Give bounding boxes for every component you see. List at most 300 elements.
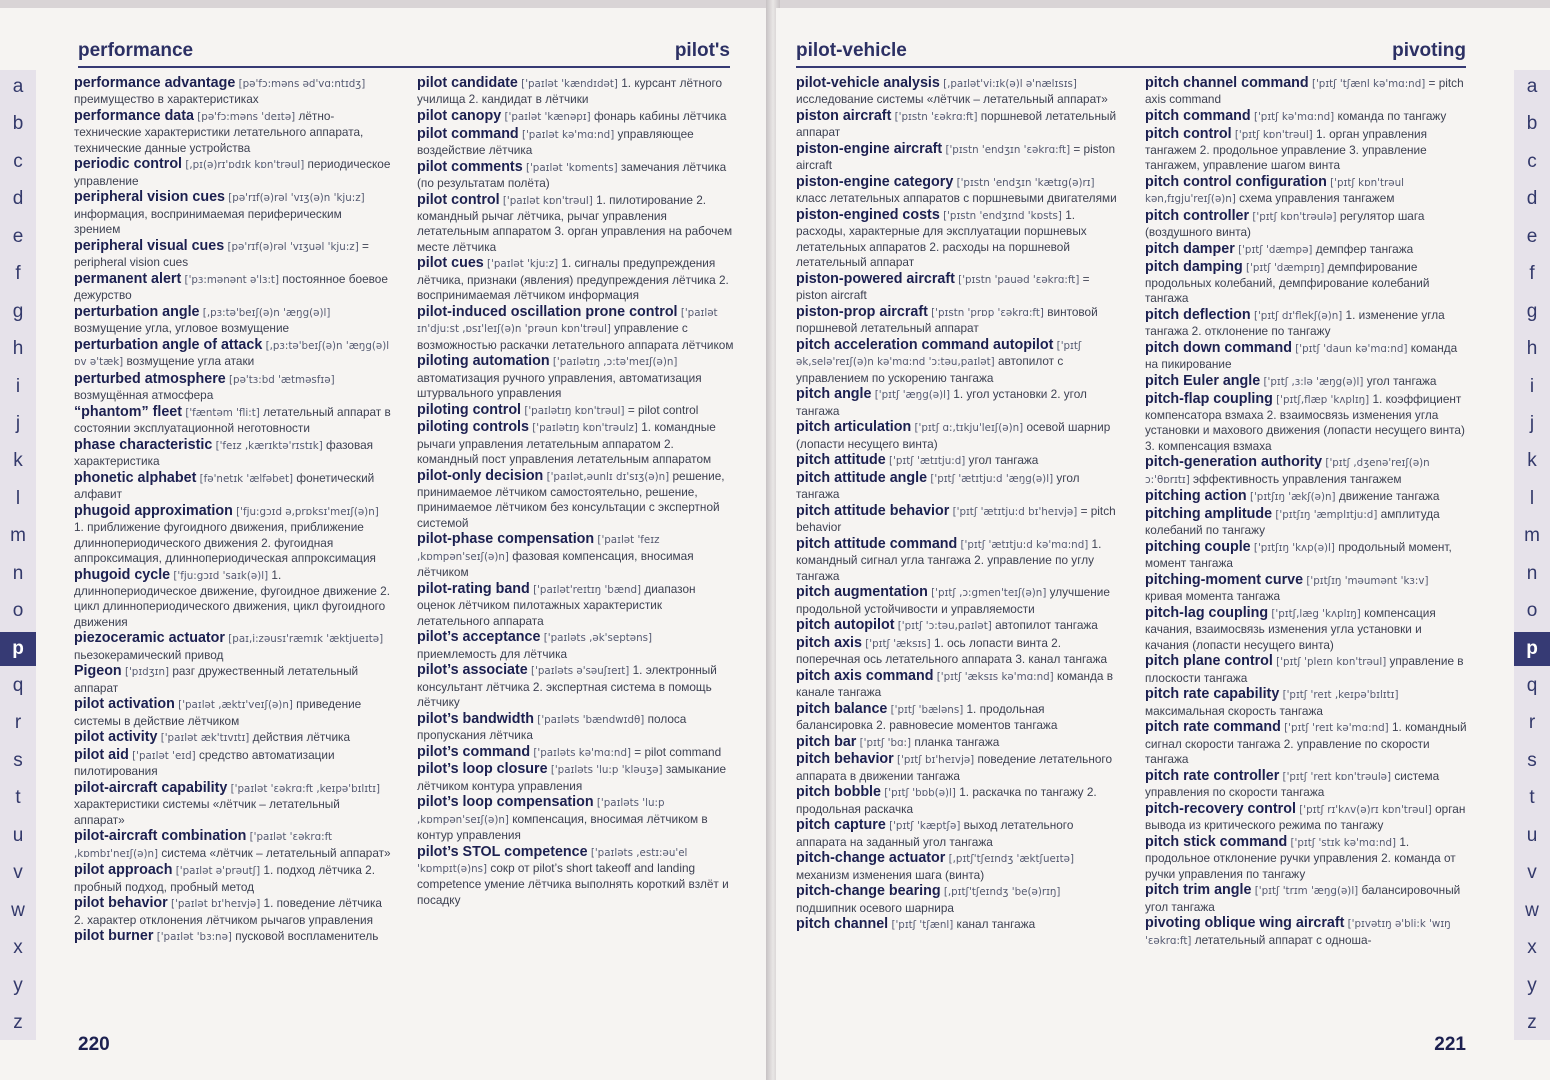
entry-headword: pitch attitude (796, 452, 886, 469)
entry-transcription: ['pɪstn 'endʒɪnd 'kɒsts] (943, 210, 1062, 222)
entry-transcription: ['paɪlət 'kju:z] (487, 258, 559, 271)
entry-definition: балансировочный угол тангажа (1145, 883, 1461, 914)
dictionary-entry (1145, 540, 1468, 572)
dictionary-entry (1145, 489, 1468, 505)
entry-headword: piston-engine aircraft (796, 141, 943, 157)
entry-definition: замыкание лётчиком контура управления (417, 762, 727, 793)
entry-transcription: ['pɪtʃ 'æksɪs] (865, 637, 931, 650)
entry-definition: 1. подход лётчика 2. пробный подход, пробный метод (74, 863, 376, 894)
entry-definition: угол тангажа (968, 453, 1039, 468)
dictionary-entry (1145, 260, 1468, 307)
dictionary-entry (417, 420, 734, 467)
entry-transcription: [,pɜ:tə'beɪʃ(ə)n 'æŋg(ə)l ɒv ə'tæk] (74, 339, 390, 369)
entry-headword: peripheral visual cues (74, 237, 225, 254)
dictionary-entry (796, 585, 1119, 617)
entry-definition: команда на пикирование (1145, 341, 1458, 372)
index-letter-p: p (1514, 632, 1550, 666)
dictionary-entry (74, 438, 391, 470)
entry-headword: pilot activity (74, 729, 158, 746)
dictionary-entry (1145, 507, 1468, 539)
dictionary-entry (417, 845, 734, 909)
entry-transcription: ['pɪtʃ kɒn'trəulə] (1252, 211, 1337, 223)
dictionary-entry (1145, 916, 1468, 949)
entry-definition: 1. электронный консультант лётчика 2. экспертная система в помощь лётчику (417, 663, 717, 710)
entry-transcription: ['pɪtʃ 'reɪt ,keɪpə'bɪlɪtɪ] (1282, 689, 1399, 702)
entry-headword: pitch down command (1145, 340, 1292, 356)
entry-headword: piezoceramic actuator (74, 630, 225, 647)
entry-transcription: ['paɪlət 'feɪz ,kɒmpən'seɪʃ(ə)n] (417, 534, 660, 563)
entry-headword: pilot aid (74, 747, 129, 764)
right-running-header (796, 30, 1466, 68)
entry-definition: решение, принимаемое лётчиком самостоятельно, решение, принимаемое лётчиком без консультации с экспертной системой (417, 468, 725, 530)
entry-headword: pilot’s STOL competence (417, 843, 588, 860)
dictionary-entry (74, 338, 391, 371)
entry-definition: подшипник осевого шарнира (796, 900, 954, 915)
entry-definition: 1. поведение лётчика 2. характер отклонения лётчиком рычагов управления (74, 896, 382, 927)
dictionary-entry (417, 403, 734, 419)
entry-transcription: ['pɜ:mənənt ə'lɜ:t] (184, 273, 279, 286)
entry-headword: pitching action (1145, 488, 1247, 505)
index-letter-r: r (1528, 712, 1536, 734)
entry-headword: phase characteristic (74, 436, 213, 453)
dictionary-entry (796, 537, 1119, 584)
right-header-first-word: pilot-vehicle (796, 40, 907, 61)
entry-headword: pitch deflection (1145, 307, 1251, 323)
dictionary-entry (74, 896, 391, 928)
entry-transcription: ['paɪləts 'lu:p 'kləuʒə] (550, 764, 663, 777)
index-letter-b: b (12, 113, 24, 135)
entry-definition: выход летательного аппарата на заданный угол тангажа (796, 818, 1074, 849)
entry-definition: полоса пропускания лётчика (417, 711, 687, 743)
dictionary-entry (417, 745, 734, 761)
entry-headword: pitch plane control (1145, 653, 1273, 670)
entry-definition: канал тангажа (956, 917, 1036, 932)
dictionary-entry (74, 239, 391, 271)
entry-headword: perturbation angle (74, 303, 200, 320)
entry-transcription: ['pɪtʃ kɒn'trəul] (1234, 128, 1313, 141)
entry-transcription: [fə'netɪk 'ælfəbet] (199, 472, 294, 485)
alphabet-index-right (1514, 70, 1550, 1040)
index-letter-d: d (1526, 188, 1538, 210)
entry-definition: 1. расходы, характерные для эксплуатации поршневых летательных аппаратов 2. расходы на поршневой летательный аппарат (796, 208, 1087, 270)
index-letter-h: h (1526, 338, 1538, 360)
entry-headword: pilot’s bandwidth (417, 710, 535, 727)
dictionary-entry (1145, 341, 1468, 373)
entry-definition: 1. курсант лётного училища 2. кандидат в лётчики (417, 76, 723, 107)
entry-definition: = pitch behavior (796, 503, 1116, 535)
dictionary-entry (417, 663, 734, 710)
dictionary-entry (1145, 769, 1468, 801)
entry-headword: pitch damper (1145, 241, 1235, 257)
dictionary-entry (796, 142, 1119, 174)
dictionary-entry (1145, 720, 1468, 767)
entry-headword: pitch balance (796, 700, 888, 717)
index-letter-a: a (12, 76, 24, 97)
dictionary-entry (417, 256, 734, 303)
dictionary-entry (74, 697, 391, 729)
index-letter-j: j (1529, 412, 1535, 434)
entry-headword: pitch-change bearing (796, 883, 941, 900)
entry-headword: pitch channel (796, 916, 889, 933)
entry-headword: pitch axis (796, 634, 862, 651)
dictionary-entry (74, 863, 391, 895)
dictionary-entry (417, 762, 734, 794)
entry-transcription: ['paɪlət 'kænəpɪ] (504, 111, 591, 123)
entry-headword: pilot control (417, 191, 500, 208)
entry-definition: система «лётчик – летательный аппарат» (161, 845, 391, 860)
entry-definition: = peripheral vision cues (74, 238, 369, 270)
dictionary-entry (74, 730, 391, 746)
right-page (776, 8, 1550, 1080)
dictionary-entry (796, 453, 1119, 469)
entry-transcription: ['pɪtʃ 'reɪt kɒn'trəulə] (1282, 770, 1392, 783)
dictionary-entry (1145, 606, 1468, 653)
entry-headword: pilot-aircraft combination (74, 828, 247, 845)
entry-headword: pitch-change actuator (796, 850, 946, 867)
entry-definition: амплитуда колебаний по тангажу (1145, 507, 1440, 538)
dictionary-entry (417, 127, 734, 159)
entry-definition: механизм изменения шага (винта) (796, 867, 985, 882)
entry-headword: piston aircraft (796, 108, 892, 124)
entry-definition: замечания лётчика (по результатам полёта) (417, 159, 727, 190)
entry-headword: pilot cues (417, 255, 484, 272)
entry-headword: performance data (74, 108, 194, 124)
entry-definition: фазовая характеристика (74, 437, 374, 469)
entry-transcription: ['paɪlət'reɪtɪŋ 'bænd] (533, 583, 642, 596)
dictionary-entry (417, 354, 734, 401)
entry-headword: performance advantage (74, 76, 236, 91)
dictionary-entry (796, 504, 1119, 536)
entry-transcription: ['pɪtʃ 'ætɪtju:d] (889, 455, 966, 468)
dictionary-entry (1145, 209, 1468, 241)
page-number-right: 221 (1434, 1034, 1466, 1055)
dictionary-entry (796, 175, 1119, 207)
entry-headword: pitch rate controller (1145, 767, 1280, 784)
dictionary-entry (74, 748, 391, 780)
entry-definition: информация, воспринимаемая периферическим зрением (74, 206, 342, 237)
entry-definition: фонарь кабины лётчика (593, 109, 727, 123)
entry-transcription: ['pɪtʃ 'daun kə'mɑ:nd] (1295, 343, 1408, 355)
entry-transcription: ['pɪstn 'endʒɪn 'kætɪg(ə)rɪ] (956, 177, 1095, 189)
dictionary-entry (796, 702, 1119, 734)
entry-definition: пусковой воспламенитель (235, 929, 379, 944)
dictionary-entry (796, 917, 1119, 933)
entry-definition: 1. ось лопасти винта 2. поперечная ось летательного аппарата 3. канал тангажа (796, 635, 1108, 667)
index-letter-g: g (1526, 300, 1538, 322)
entry-transcription: ['pɪtʃ 'tʃænl kə'mɑ:nd] (1311, 78, 1426, 90)
index-letter-k: k (1527, 450, 1537, 472)
entry-definition: 1. пилотирование 2. командный рычаг лётчика, рычаг управления летательным аппаратом 3. орган управления на рабочем месте лётчика (417, 192, 733, 254)
entry-headword: pitch control configuration (1145, 174, 1327, 190)
entry-definition: команда по тангажу (1337, 109, 1447, 123)
entry-definition: орган вывода из критического режима по тангажу (1145, 801, 1466, 833)
index-letter-p: p (0, 632, 36, 666)
entry-headword: pilot’s acceptance (417, 629, 541, 646)
entry-headword: pitch capture (796, 817, 886, 834)
entry-transcription: ['paɪlət 'ɛəkrɑ:ft ,kɒmbɪ'neɪʃ(ə)n] (74, 831, 333, 860)
dictionary-entry (74, 305, 391, 337)
index-letter-w: w (1525, 899, 1539, 921)
dictionary-entry (1145, 308, 1468, 340)
entry-definition: 1. изменение угла тангажа 2. отклонение по тангажу (1145, 308, 1445, 339)
entry-transcription: ['pɪtʃ 'trɪm 'æŋg(ə)l] (1254, 885, 1359, 898)
entry-headword: piloting controls (417, 419, 529, 436)
entry-headword: pitch angle (796, 386, 872, 403)
entry-headword: pilot activation (74, 696, 175, 713)
index-letter-f: f (15, 263, 21, 285)
dictionary-entry (417, 795, 734, 843)
entry-transcription: [paɪ,i:zəusɪ'ræmɪk 'æktjueɪtə] (228, 633, 384, 646)
entry-transcription: ['pɪdʒɪn] (124, 666, 170, 679)
index-letter-q: q (1526, 675, 1538, 696)
entry-definition: 1. раскачка по тангажу 2. продольная раскачка (796, 785, 1097, 816)
entry-definition: осевой шарнир (лопасти несущего винта) (796, 420, 1111, 451)
index-letter-g: g (12, 300, 24, 322)
entry-transcription: ['paɪlət 'ɛəkrɑ:ft ,keɪpə'bɪlɪtɪ] (230, 783, 381, 796)
entry-transcription: ['paɪlətɪŋ kɒn'trəul] (524, 404, 625, 417)
entry-transcription: ['paɪlətɪŋ ,ɔ:tə'meɪʃ(ə)n] (552, 356, 678, 369)
entry-transcription: ['pɪtʃ 'ætɪtju:d 'æŋg(ə)l] (930, 472, 1054, 485)
alphabet-index-left (0, 70, 36, 1040)
entry-definition: сокр от pilot’s short takeoff and landing competence умение лётчика выполнять короткий взлёт и посадку (417, 861, 729, 907)
entry-headword: pilot-rating band (417, 580, 530, 597)
entry-headword: pilot-aircraft capability (74, 780, 228, 797)
entry-definition: команда в канале тангажа (796, 668, 1114, 700)
entry-transcription: ['pɪtʃ rɪ'kʌv(ə)rɪ kɒn'trəul] (1299, 803, 1432, 816)
dictionary-entry (1145, 654, 1468, 686)
entry-definition: 1. продольная балансировка 2. равновесие моментов тангажа (796, 701, 1058, 733)
dictionary-entry (1145, 242, 1468, 258)
index-letter-f: f (1529, 263, 1535, 285)
index-letter-i: i (1529, 375, 1535, 397)
entry-headword: pitch trim angle (1145, 882, 1252, 899)
entry-transcription: ['paɪləts 'lu:p ,kɒmpən'seɪʃ(ə)n] (417, 797, 665, 826)
entry-headword: pitch rate command (1145, 719, 1281, 736)
entry-headword: Pigeon (74, 663, 122, 680)
dictionary-entry (796, 884, 1119, 916)
entry-transcription: ['paɪlət ɪn'dju:st ,ɒsɪ'leɪʃ(ə)n 'prəun kɒn'trəul] (417, 306, 718, 336)
entry-headword: pilot’s loop closure (417, 761, 548, 778)
index-letter-u: u (1526, 824, 1538, 846)
entry-transcription: ['pɪtʃ,læg 'kʌplɪŋ] (1271, 608, 1361, 620)
dictionary-entry (417, 109, 734, 125)
entry-headword: pitch-generation authority (1145, 454, 1323, 471)
entry-headword: piston-prop aircraft (796, 303, 928, 320)
entry-transcription: ['paɪləts kə'mɑ:nd] (533, 746, 631, 759)
dictionary-entry (796, 338, 1119, 386)
entry-definition: средство автоматизации пилотирования (74, 748, 335, 779)
entry-definition: приемлемость для лётчика (417, 646, 568, 661)
index-letter-i: i (15, 375, 21, 397)
dictionary-entry (796, 851, 1119, 883)
entry-headword: pilot-induced oscillation prone control (417, 303, 678, 320)
dictionary-entry (74, 631, 391, 663)
dictionary-entry (417, 76, 734, 108)
entry-headword: pitch-lag coupling (1145, 605, 1269, 621)
entry-transcription: ['pɪtʃɪŋ 'kʌp(ə)l] (1253, 542, 1335, 554)
entry-definition: движение тангажа (1338, 489, 1440, 504)
right-header-last-word: pivoting (1392, 40, 1466, 61)
dictionary-entry (417, 193, 734, 256)
entry-transcription: ['pɪtʃ 'bɑ:] (859, 736, 912, 749)
entry-definition: = pitch axis command (1145, 76, 1464, 107)
entry-definition: разг дружественный летательный аппарат (74, 664, 359, 695)
index-letter-q: q (12, 675, 24, 696)
entry-definition: продольный момент, момент тангажа (1145, 540, 1452, 571)
entry-transcription: ['pɪtʃ 'æksɪs kə'mɑ:nd] (936, 670, 1054, 683)
entry-definition: = pilot command (634, 744, 722, 759)
index-letter-n: n (12, 562, 24, 584)
entry-definition: эффективность управления тангажем (1193, 471, 1402, 486)
dictionary-entry (74, 471, 391, 503)
entry-definition: управляющее воздействие лётчика (417, 126, 694, 157)
left-column-2 (417, 76, 734, 1022)
entry-transcription: [pə'rɪf(ə)rəl 'vɪʒuəl 'kju:z] (227, 240, 359, 253)
entry-definition: 1. коэффициент компенсатора взмаха 2. взаимосвязь изменения угла установки и махового движения (лопасти несущего винта) 3. компенсация взмаха (1145, 391, 1465, 453)
index-letter-m: m (1524, 525, 1540, 547)
entry-transcription: ['paɪlət kə'mɑ:nd] (521, 128, 615, 141)
entry-headword: permanent alert (74, 270, 182, 287)
dictionary-entry (417, 630, 734, 662)
entry-transcription: ['pɪtʃ 'reɪt kə'mɑ:nd] (1284, 722, 1389, 735)
dictionary-entry (1145, 76, 1468, 108)
entry-headword: pitch bar (796, 733, 857, 750)
left-header-first-word: performance (78, 40, 194, 61)
entry-headword: pitch augmentation (796, 584, 928, 601)
entry-transcription: ['paɪlət kɒn'trəul] (502, 194, 593, 207)
entry-headword: pilot’s loop compensation (417, 794, 594, 811)
index-letter-s: s (13, 749, 23, 771)
index-letter-n: n (1526, 562, 1538, 584)
entry-headword: pitch channel command (1145, 76, 1309, 91)
entry-definition: 1. продольное отклонение ручки управления 2. команда от ручки управления по тангажу (1145, 834, 1456, 881)
entry-headword: pilot command (417, 125, 519, 142)
entry-transcription: ['pɪtʃ 'dæmpə] (1238, 244, 1313, 256)
index-letter-x: x (1527, 937, 1537, 959)
entry-transcription: ['paɪləts 'bændwɪdθ] (537, 713, 645, 726)
dictionary-entry (796, 471, 1119, 503)
index-letter-y: y (1527, 974, 1537, 996)
entry-definition: схема управления тангажем (1239, 191, 1395, 206)
dictionary-entry (74, 109, 391, 156)
entry-transcription: ['paɪlət 'kɒments] (525, 161, 618, 174)
entry-definition: 1. орган управления тангажем 2. продольное управление 3. управление тангажем, управление шагом винта (1145, 126, 1427, 173)
entry-headword: piston-engine category (796, 174, 954, 190)
entry-transcription: ['pɪstn 'endʒɪn 'ɛəkrɑ:ft] (945, 144, 1071, 156)
entry-definition: демпфер тангажа (1315, 242, 1414, 256)
entry-definition: возмущение угла, угловое возмущение (74, 321, 290, 336)
entry-transcription: ['fæntəm 'fli:t] (185, 406, 260, 419)
index-letter-b: b (1526, 113, 1538, 135)
entry-definition: периодическое управление (74, 157, 391, 188)
index-letter-k: k (13, 450, 23, 472)
dictionary-entry (1145, 392, 1468, 455)
entry-headword: pilot burner (74, 928, 154, 945)
entry-headword: pitch attitude behavior (796, 502, 950, 519)
entry-definition: система управления по скорости тангажа (1145, 768, 1440, 800)
dictionary-entry (796, 387, 1119, 419)
entry-transcription: ['pɪstn 'pauəd 'ɛəkrɑ:ft] (958, 273, 1080, 286)
dictionary-entry (796, 818, 1119, 850)
entry-definition: летательный аппарат в состоянии эксплуатационной неготовности (74, 404, 391, 436)
left-running-header (78, 30, 730, 68)
entry-headword: pitching amplitude (1145, 506, 1273, 522)
entry-transcription: ['pɪvətɪŋ ə'bli:k 'wɪŋ 'ɛəkrɑ:ft] (1145, 918, 1451, 947)
entry-definition: управление в плоскости тангажа (1145, 654, 1464, 685)
index-letter-v: v (1527, 862, 1537, 884)
entry-headword: pitch articulation (796, 419, 912, 436)
left-header-last-word: pilot's (674, 40, 730, 61)
entry-definition: винтовой поршневой летательный аппарат (796, 304, 1098, 336)
entry-definition: пьезокерамический привод (74, 647, 224, 662)
entry-transcription: ['pɪtʃ 'dæmpɪŋ] (1245, 261, 1325, 274)
entry-transcription: ['paɪlət 'eɪd] (132, 750, 196, 763)
entry-transcription: [,pɪ(ə)rɪ'ɒdɪk kɒn'trəul] (185, 159, 305, 172)
entry-transcription: ['paɪləts ,ək'septəns] (543, 632, 653, 645)
entry-headword: pitch rate capability (1145, 686, 1280, 703)
entry-definition: 1. длиннопериодическое движение, фугоидное движение 2. цикл длиннопериодического движения, цикл фугоидного движения (74, 567, 390, 629)
dictionary-entry (796, 618, 1119, 634)
entry-transcription: ['pɪtʃ ,ɔ:gmen'teɪʃ(ə)n] (931, 587, 1047, 600)
entry-headword: pitch-recovery control (1145, 800, 1296, 817)
entry-definition: преимущество в характеристиках (74, 92, 259, 107)
index-letter-t: t (15, 787, 21, 809)
entry-transcription: [pə'fɔ:məns 'deɪtə] (197, 111, 296, 123)
entry-transcription: ['pɪtʃ 'tʃænl] (891, 919, 954, 932)
entry-definition: лётно-технические характеристики летательного аппарата, технические данные устройства (74, 109, 364, 155)
entry-transcription: [pə'fɔ:məns əd'vɑ:ntɪdʒ] (238, 78, 366, 90)
entry-headword: piloting control (417, 401, 522, 418)
dictionary-entry (796, 272, 1119, 304)
index-letter-s: s (1527, 749, 1537, 771)
entry-definition: автоматизация ручного управления, автоматизация штурвального управления (417, 370, 702, 401)
dictionary-entry (796, 752, 1119, 784)
dictionary-entry (796, 785, 1119, 817)
dictionary-entry (417, 305, 734, 353)
entry-transcription: ['pɪtʃɪŋ 'æmplɪtju:d] (1275, 509, 1378, 521)
entry-headword: piloting automation (417, 353, 550, 370)
entry-transcription: ['pɪtʃ 'ætɪtju:d kə'mɑ:nd] (960, 538, 1089, 551)
entry-definition: кривая момента тангажа (1145, 589, 1281, 604)
dictionary-entry (74, 781, 391, 828)
entry-definition: = piston aircraft (796, 142, 1116, 173)
entry-headword: pilot’s associate (417, 662, 528, 679)
entry-transcription: ['paɪlət æk'tɪvɪtɪ] (160, 732, 250, 745)
entry-transcription: ['pɪtʃ 'bɒb(ə)l] (884, 787, 956, 800)
entry-transcription: [,pɪtʃ'tʃeɪndʒ 'æktʃueɪtə] (948, 853, 1075, 866)
entry-headword: pitch Euler angle (1145, 373, 1261, 389)
entry-definition: летательный аппарат с одноша- (1194, 932, 1372, 947)
dictionary-entry (796, 420, 1119, 452)
entry-transcription: ['paɪlət 'kændɪdət] (521, 78, 618, 90)
entry-transcription: [,pɜ:tə'beɪʃ(ə)n 'æŋg(ə)l] (202, 306, 331, 319)
left-columns (74, 76, 734, 1022)
entry-definition: 1. командные рычаги управления летательным аппаратом 2. командный пост управления летательным аппаратом (417, 420, 716, 467)
entry-definition: возмущённая атмосфера (74, 388, 214, 403)
entry-definition: угол тангажа (1366, 374, 1437, 388)
entry-definition: автопилот тангажа (995, 618, 1098, 633)
entry-transcription: ['pɪtʃɪŋ 'ækʃ(ə)n] (1249, 491, 1336, 504)
entry-transcription: ['pɪstn 'ɛəkrɑ:ft] (894, 111, 978, 123)
entry-transcription: ['pɪtʃ dɪ'flekʃ(ə)n] (1253, 310, 1343, 322)
entry-headword: pitch-flap coupling (1145, 390, 1273, 407)
entry-definition: постоянное боевое дежурство (74, 271, 388, 303)
index-letter-m: m (10, 525, 26, 547)
entry-definition: = piston aircraft (796, 271, 1090, 303)
entry-transcription: ['pɪtʃ,flæp 'kʌplɪŋ] (1276, 393, 1370, 406)
dictionary-entry (796, 735, 1119, 751)
entry-headword: phugoid approximation (74, 502, 233, 519)
